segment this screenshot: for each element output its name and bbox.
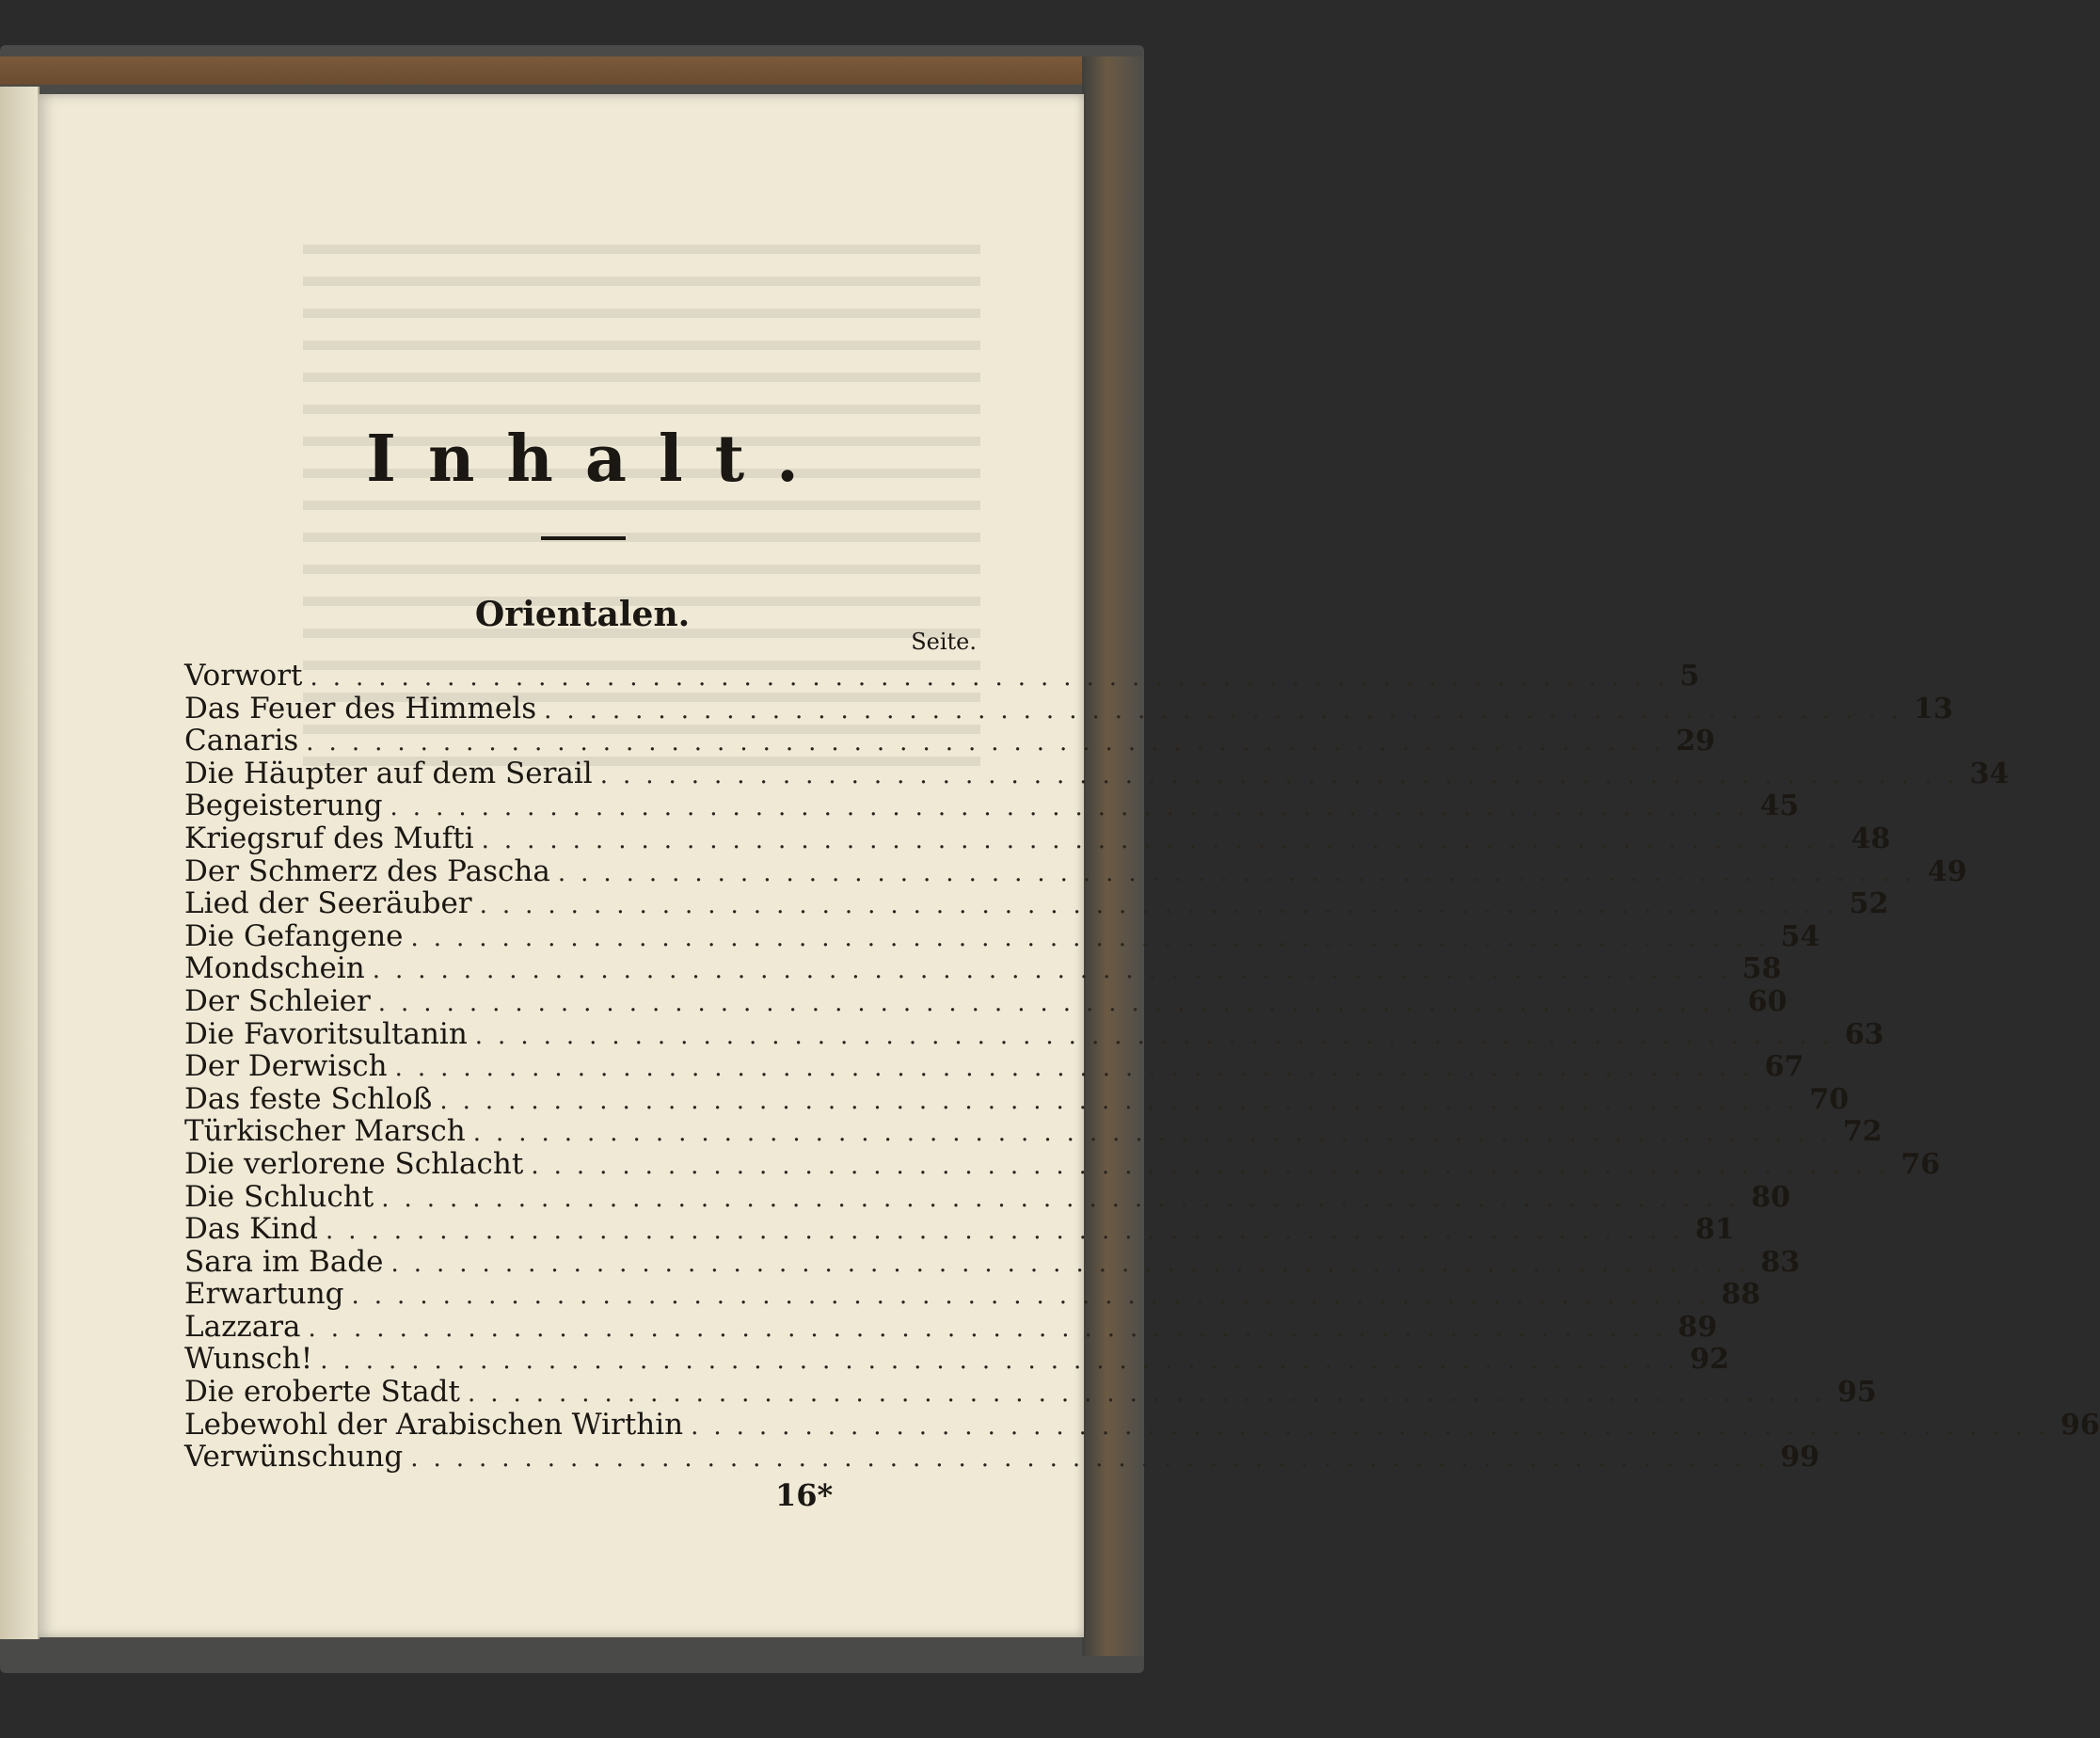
- toc-dot-leader: ............................................................: [474, 1021, 1845, 1050]
- toc-entry-title: Lied der Seeräuber: [184, 886, 472, 921]
- toc-entry-title: Das Kind: [184, 1212, 318, 1247]
- toc-entry: [184, 886, 1889, 921]
- toc-dot-leader: ............................................................: [390, 793, 1760, 822]
- toc-entry-title: Erwartung: [184, 1277, 344, 1312]
- toc-entry: [184, 1179, 1790, 1214]
- toc-dot-leader: ............................................................: [308, 1314, 1678, 1343]
- toc-dot-leader: ............................................................: [410, 923, 1781, 952]
- toc-dot-leader: ............................................................: [472, 1119, 1843, 1148]
- page-column-label: Seite.: [911, 629, 977, 655]
- toc-entry-page: 34: [1969, 757, 2010, 790]
- toc-entry-title: Lazzara: [184, 1309, 301, 1344]
- toc-entry-page: 72: [1842, 1115, 1883, 1149]
- toc-dot-leader: ............................................................: [325, 1217, 1695, 1246]
- toc-entry-title: Wunsch!: [184, 1342, 313, 1377]
- toc-entry: [184, 918, 1821, 953]
- toc-entry: [184, 1342, 1729, 1377]
- toc-entry-page: 58: [1742, 952, 1782, 986]
- toc-dot-leader: ............................................................: [394, 1054, 1765, 1083]
- toc-dot-leader: ............................................................: [479, 891, 1850, 920]
- toc-dot-leader: ............................................................: [439, 1086, 1810, 1115]
- toc-entry: [184, 1212, 1735, 1247]
- signature-mark: 16*: [775, 1477, 834, 1513]
- toc-entry-page: 13: [1914, 692, 1953, 725]
- toc-entry: [184, 1309, 1718, 1344]
- toc-dot-leader: ............................................................: [320, 1347, 1691, 1376]
- toc-entry: [184, 1440, 1820, 1475]
- toc-dot-leader: ............................................................: [410, 1444, 1781, 1474]
- toc-dot-leader: ............................................................: [467, 1379, 1838, 1409]
- toc-entry: [184, 659, 1700, 693]
- toc-entry-title: Die Häupter auf dem Serail: [184, 756, 593, 790]
- toc-entry-title: Canaris: [184, 724, 299, 758]
- toc-entry: [184, 951, 1782, 986]
- toc-entry: [184, 1375, 1877, 1410]
- toc-entry-page: 54: [1780, 919, 1821, 953]
- toc-entry-title: Der Schmerz des Pascha: [184, 853, 550, 888]
- toc-dot-leader: ............................................................: [691, 1411, 2061, 1441]
- toc-dot-leader: ............................................................: [310, 663, 1680, 692]
- toc-entry: [184, 821, 1891, 855]
- toc-entry-page: 80: [1751, 1180, 1790, 1214]
- title-rule: [541, 536, 626, 540]
- toc-dot-leader: ............................................................: [351, 1282, 1722, 1311]
- toc-entry-page: 89: [1678, 1310, 1718, 1344]
- toc-entry-page: 45: [1759, 789, 1800, 823]
- toc-entry-title: Der Derwisch: [184, 1049, 388, 1084]
- toc-entry: [184, 1407, 2100, 1442]
- toc-entry-title: Mondschein: [184, 951, 365, 986]
- toc-entry: [184, 1146, 1940, 1181]
- toc-entry-page: 81: [1694, 1213, 1735, 1247]
- toc-entry-page: 29: [1676, 725, 1715, 758]
- toc-entry-page: 96: [2060, 1408, 2100, 1442]
- toc-entry-title: Kriegsruf des Mufti: [184, 821, 474, 855]
- toc-entry-title: Türkischer Marsch: [184, 1114, 466, 1149]
- toc-entry-page: 67: [1764, 1050, 1805, 1084]
- toc-entry: [184, 1244, 1801, 1279]
- toc-entry: [184, 1016, 1885, 1051]
- toc-entry-page: 5: [1679, 660, 1700, 693]
- toc-entry: [184, 756, 2010, 790]
- toc-entry-page: 83: [1760, 1245, 1801, 1279]
- toc-dot-leader: ............................................................: [557, 858, 1928, 887]
- toc-entry-title: Die Schlucht: [184, 1179, 374, 1214]
- toc-entry-page: 88: [1721, 1278, 1761, 1312]
- toc-entry-page: 95: [1837, 1376, 1877, 1410]
- toc-entry-title: Begeisterung: [184, 789, 383, 823]
- toc-entry: [184, 1049, 1805, 1084]
- toc-entry-page: 76: [1901, 1147, 1940, 1181]
- toc-entry: [184, 853, 1967, 888]
- toc-entry-title: Die Favoritsultanin: [184, 1016, 468, 1051]
- toc-entry-title: Vorwort: [184, 659, 303, 693]
- toc-entry-title: Das Feuer des Himmels: [184, 691, 537, 725]
- toc-entry: [184, 691, 1953, 725]
- toc-entry: [184, 983, 1788, 1018]
- toc-dot-leader: ............................................................: [599, 760, 1970, 789]
- toc-entry-page: 70: [1809, 1082, 1849, 1116]
- toc-entry-page: 60: [1747, 984, 1788, 1018]
- toc-entry: [184, 1114, 1883, 1149]
- toc-entry-title: Die eroberte Stadt: [184, 1375, 460, 1410]
- toc-entry-page: 99: [1780, 1441, 1820, 1475]
- page-title: Inhalt.: [366, 422, 831, 497]
- toc-dot-leader: ............................................................: [372, 956, 1742, 985]
- section-heading: Orientalen.: [474, 595, 691, 634]
- toc-entry-title: Lebewohl der Arabischen Wirthin: [184, 1407, 684, 1442]
- toc-dot-leader: ............................................................: [377, 988, 1748, 1017]
- toc-entry-page: 49: [1927, 854, 1967, 888]
- toc-entry-title: Verwünschung: [184, 1440, 404, 1475]
- cover-edge-top: [0, 56, 1138, 85]
- toc-entry: [184, 1277, 1761, 1312]
- toc-entry-page: 63: [1844, 1017, 1885, 1051]
- toc-entry-page: 48: [1851, 821, 1891, 855]
- toc-dot-leader: ............................................................: [390, 1249, 1761, 1278]
- toc-entry-title: Der Schleier: [184, 983, 371, 1018]
- toc-entry: [184, 789, 1800, 823]
- toc-entry-page: 52: [1849, 887, 1889, 921]
- toc-entry-page: 92: [1690, 1343, 1729, 1377]
- toc-entry-title: Die Gefangene: [184, 918, 404, 953]
- toc-entry: [184, 1081, 1849, 1116]
- table-of-contents: [184, 659, 2100, 1475]
- left-page-edge: [0, 87, 40, 1639]
- toc-entry-title: Sara im Bade: [184, 1244, 384, 1279]
- toc-dot-leader: ............................................................: [306, 728, 1677, 757]
- toc-entry-title: Die verlorene Schlacht: [184, 1146, 524, 1181]
- toc-dot-leader: ............................................................: [481, 825, 1852, 854]
- toc-entry-title: Das feste Schloß: [184, 1081, 433, 1116]
- toc-dot-leader: ............................................................: [544, 695, 1914, 725]
- toc-dot-leader: ............................................................: [381, 1184, 1752, 1213]
- toc-dot-leader: ............................................................: [531, 1151, 1901, 1180]
- toc-entry: [184, 724, 1715, 758]
